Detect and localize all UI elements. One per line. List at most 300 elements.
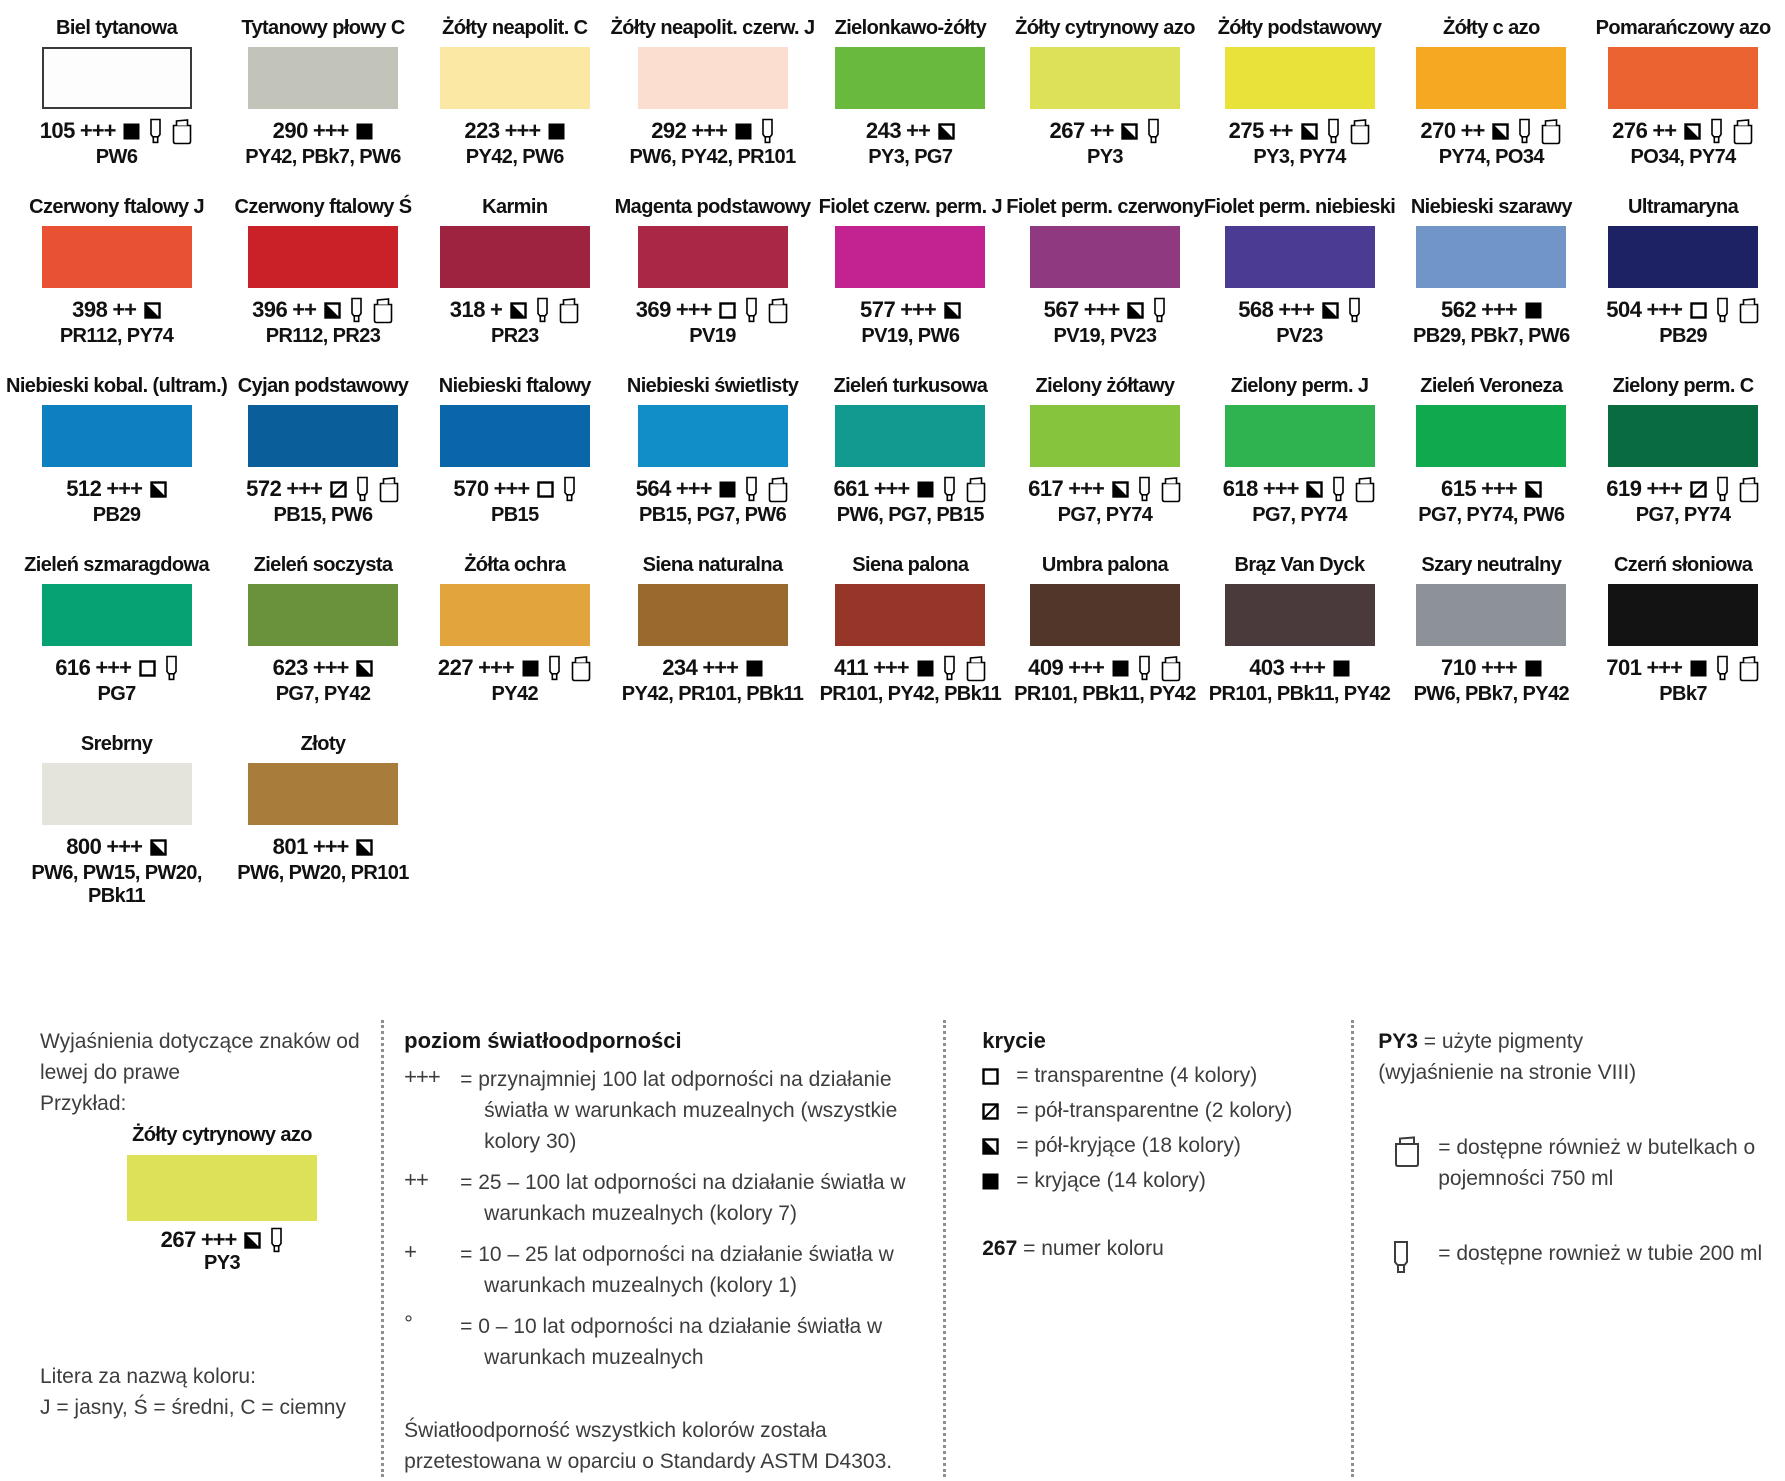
color-number: 396 [252, 297, 288, 322]
color-swatch [1225, 47, 1375, 109]
color-name: Żółty cytrynowy azo [1015, 17, 1195, 39]
opacity-opaque-icon [917, 660, 934, 677]
color-swatch [248, 584, 398, 646]
opacity-title: krycie [982, 1028, 1046, 1053]
bottle-icon [767, 297, 789, 324]
pigment-code-example: PY3 [1378, 1030, 1418, 1053]
lightfastness-rating: ++ [1268, 118, 1293, 143]
lightfastness-rating: ++ [906, 118, 930, 143]
color-number: 275 [1228, 118, 1264, 143]
color-card [814, 16, 1006, 169]
color-swatch [835, 584, 985, 646]
opacity-opaque-icon [522, 660, 539, 677]
color-meta [1441, 654, 1542, 682]
lightfastness-rating: +++ [478, 655, 514, 680]
pigment-codes: PV19, PV23 [1053, 325, 1157, 347]
opacity-semi-opaque-icon [938, 123, 955, 140]
opacity-opaque-icon [1333, 660, 1350, 677]
bottle-icon [171, 118, 193, 145]
color-swatch [835, 47, 985, 109]
color-meta [662, 654, 763, 682]
color-meta [651, 117, 774, 145]
bottle-icon [558, 297, 580, 324]
pigment-codes: PG7, PY74 [1252, 504, 1347, 526]
color-swatch [42, 47, 192, 109]
tube-icon [1716, 297, 1729, 324]
opacity-semi-opaque-icon [150, 839, 167, 856]
color-meta [1028, 475, 1182, 503]
lightfastness-rating: +++ [675, 297, 712, 322]
opacity-opaque-icon [356, 123, 373, 140]
color-card [227, 16, 419, 169]
color-card [1204, 374, 1396, 527]
color-swatch [1608, 584, 1758, 646]
color-card [227, 374, 419, 527]
lightfastness-rating: +++ [95, 655, 131, 680]
tube-icon [548, 655, 561, 682]
tube-availability [1378, 1238, 1775, 1276]
color-number: 800 [66, 834, 102, 859]
color-card [1395, 16, 1587, 169]
opacity-semi-opaque-icon [150, 481, 167, 498]
lightfastness-rating: +++ [900, 297, 936, 322]
bottle-icon [1392, 1132, 1438, 1194]
color-card [814, 553, 1006, 706]
lightfastness-symbol: + [404, 1239, 417, 1264]
color-name: Żółty neapolit. czerw. J [610, 17, 815, 39]
color-swatch [1225, 226, 1375, 288]
opacity-opaque-icon [1690, 660, 1707, 677]
color-card [227, 553, 419, 706]
lightfastness-rating: +++ [873, 476, 910, 501]
color-swatch [42, 584, 192, 646]
color-number: 661 [833, 476, 869, 501]
lightfastness-list [404, 1064, 929, 1373]
color-name: Zieleń soczysta [253, 554, 393, 576]
color-meta [1044, 296, 1167, 324]
tube-icon [1716, 476, 1729, 503]
color-number-example: 267 [982, 1237, 1018, 1260]
lightfastness-rating: +++ [1068, 476, 1104, 501]
pigment-explanation [1378, 1026, 1775, 1057]
lightfastness-item [404, 1167, 929, 1229]
color-number: 577 [859, 297, 896, 322]
lightfastness-rating: +++ [106, 834, 142, 859]
bottle-icon [1738, 476, 1760, 503]
tube-icon [149, 118, 162, 145]
color-card [227, 732, 419, 908]
lightfastness-rating: +++ [106, 476, 142, 501]
tube-icon [761, 118, 774, 145]
color-name: Magenta podstawowy [614, 196, 811, 218]
color-number-text: = numer koloru [1023, 1237, 1164, 1260]
tube-icon [745, 476, 758, 503]
pigment-codes: PB29 [1659, 325, 1707, 347]
color-swatch [1608, 47, 1758, 109]
tube-icon [1716, 655, 1729, 682]
color-meta [1223, 475, 1377, 503]
color-meta [1441, 296, 1542, 324]
color-name: Zielony perm. J [1230, 375, 1369, 397]
bottle-icon [1354, 476, 1376, 503]
color-swatch [835, 405, 985, 467]
pigment-codes: PV19 [689, 325, 736, 347]
color-swatch [638, 226, 788, 288]
color-swatch [440, 226, 590, 288]
color-name: Srebrny [80, 733, 153, 755]
opacity-semi-opaque-icon [1684, 123, 1701, 140]
lightfastness-rating: +++ [1646, 655, 1682, 680]
color-swatch [440, 47, 590, 109]
bottle-icon [767, 476, 789, 503]
pigment-codes: PW6, PW15, PW20, PBk11 [31, 862, 202, 907]
color-number: 369 [635, 297, 671, 322]
pigment-codes: PW6 [95, 146, 138, 168]
color-swatch [440, 584, 590, 646]
tube-icon [1710, 118, 1723, 145]
color-name: Żółty podstawowy [1217, 17, 1382, 39]
lightfastness-description: = 25 – 100 lat odporności na działanie światła w warunkach muzealnych (kolory 7) [460, 1171, 906, 1225]
opacity-semi-opaque-icon [1306, 481, 1323, 498]
opacity-opaque-icon [746, 660, 763, 677]
pigment-codes: PV19, PW6 [861, 325, 960, 347]
pigment-codes: PG7, PY74 [1057, 504, 1153, 526]
color-card [611, 374, 815, 527]
color-name: Cyjan podstawowy [237, 375, 409, 397]
opacity-semi-opaque-icon [1112, 481, 1129, 498]
color-card [1587, 374, 1779, 527]
color-name: Niebieski szarawy [1410, 196, 1572, 218]
lightfastness-description: = 10 – 25 lat odporności na działanie światła w warunkach muzealnych (kolory 1) [460, 1243, 894, 1297]
color-swatch [1030, 226, 1180, 288]
lightfastness-title: poziom światłoodporności [404, 1028, 682, 1053]
pigment-codes: PO34, PY74 [1630, 146, 1736, 168]
pigment-codes: PB29, PBk7, PW6 [1413, 325, 1570, 347]
tube-icon [745, 297, 758, 324]
bottle-icon [570, 655, 592, 682]
pigment-codes: PB15 [490, 504, 539, 526]
color-meta [833, 475, 987, 503]
color-number: 564 [635, 476, 671, 501]
color-number: 290 [272, 118, 308, 143]
color-swatch [1416, 226, 1566, 288]
color-meta [636, 296, 790, 324]
tube-icon [943, 476, 956, 503]
pigment-codes: PY3 [203, 1252, 240, 1274]
color-number: 512 [66, 476, 102, 501]
color-meta [66, 833, 167, 861]
lightfastness-rating: +++ [691, 118, 727, 143]
opacity-semi-opaque-icon [1525, 481, 1542, 498]
opacity-semi-opaque-icon [1492, 123, 1509, 140]
lightfastness-rating: +++ [1481, 655, 1517, 680]
pigment-codes: PR112, PY74 [59, 325, 174, 347]
color-name: Fiolet perm. niebieski [1203, 196, 1396, 218]
color-swatch [638, 47, 788, 109]
color-meta [1229, 117, 1371, 145]
color-swatch [1416, 405, 1566, 467]
pigment-codes: PB15, PG7, PW6 [638, 504, 787, 526]
color-card [227, 195, 419, 348]
color-card [127, 1123, 317, 1275]
color-meta [252, 296, 394, 324]
pigment-codes: PY42 [491, 683, 539, 705]
color-number: 623 [272, 655, 308, 680]
legend-lightfastness-column [384, 1020, 943, 1477]
opacity-opaque-icon [917, 481, 934, 498]
color-meta [55, 654, 178, 682]
color-swatch [248, 763, 398, 825]
color-card [814, 374, 1006, 527]
legend-opacity-column [946, 1020, 1351, 1477]
color-name: Niebieski ftalowy [438, 375, 591, 397]
opacity-semi-opaque-icon [356, 839, 373, 856]
color-card [1006, 195, 1203, 348]
opacity-semi-opaque-icon [144, 302, 161, 319]
opacity-semi-opaque-icon [356, 660, 373, 677]
color-name: Żółty neapolit. C [442, 17, 588, 39]
lightfastness-rating: +++ [1481, 476, 1517, 501]
color-name: Szary neutralny [1421, 554, 1562, 576]
lightfastness-rating: +++ [200, 1227, 237, 1252]
color-meta [273, 117, 374, 145]
color-number: 234 [662, 655, 698, 680]
opacity-opaque-icon [1525, 660, 1542, 677]
pigment-codes: PY42, PBk7, PW6 [245, 146, 401, 168]
color-swatch [248, 405, 398, 467]
opacity-opaque-icon [735, 123, 752, 140]
opacity-description: = kryjące (14 kolory) [1016, 1169, 1206, 1192]
color-number: 276 [1612, 118, 1648, 143]
color-meta [273, 833, 374, 861]
pigment-codes: PY74, PO34 [1438, 146, 1544, 168]
tube-icon [270, 1227, 283, 1254]
color-card [1587, 553, 1779, 706]
color-card [419, 16, 611, 169]
opacity-transparent-icon [139, 660, 156, 677]
bottle-availability-text: = dostępne również w butelkach o pojemności 750 ml [1438, 1136, 1756, 1190]
tube-icon [350, 297, 363, 324]
color-number: 801 [272, 834, 308, 859]
tube-icon [1348, 297, 1361, 324]
lightfastness-rating: ++ [1460, 118, 1485, 143]
lightfastness-rating: +++ [1068, 655, 1104, 680]
pigment-codes: PR101, PBk11, PY42 [1014, 683, 1196, 705]
pigment-codes: PY42, PR101, PBk11 [621, 683, 804, 705]
color-number: 615 [1440, 476, 1477, 501]
lightfastness-rating: +++ [702, 655, 738, 680]
pigment-codes: PG7, PY74, PW6 [1418, 504, 1565, 526]
tube-icon [536, 297, 549, 324]
opacity-description: = transparentne (4 kolory) [1016, 1064, 1258, 1087]
color-number: 318 [449, 297, 485, 322]
opacity-list [982, 1064, 1341, 1193]
bottle-icon [965, 476, 987, 503]
pigment-codes: PW6, PY42, PR101 [629, 146, 796, 168]
pigment-codes: PG7, PY74 [1635, 504, 1731, 526]
color-number: 403 [1249, 655, 1285, 680]
pigment-codes: PG7 [97, 683, 136, 705]
lightfastness-rating: +++ [1646, 297, 1682, 322]
color-name: Czerwony ftalowy J [29, 196, 204, 218]
pigment-codes: PR101, PBk11, PY42 [1208, 683, 1391, 705]
color-swatch [42, 226, 192, 288]
lightfastness-symbol: ++ [404, 1167, 428, 1192]
lightfastness-item [404, 1239, 929, 1301]
color-number: 618 [1222, 476, 1258, 501]
color-swatch [1030, 405, 1180, 467]
tube-icon [1153, 297, 1166, 324]
lightfastness-item [404, 1311, 929, 1373]
color-name: Niebieski świetlisty [626, 375, 799, 397]
lightfastness-rating: + [489, 297, 502, 322]
opacity-transparent-icon [719, 302, 736, 319]
color-card [6, 732, 227, 908]
pigment-codes: PY3, PG7 [868, 146, 953, 168]
pigment-codes: PV23 [1276, 325, 1323, 347]
color-number: 267 [160, 1227, 196, 1252]
tube-icon [563, 476, 576, 503]
color-name: Fiolet perm. czerwony [1006, 196, 1204, 218]
color-card [6, 553, 227, 706]
tube-icon [165, 655, 178, 682]
color-meta [1420, 117, 1562, 145]
legend-pigments-column [1354, 1020, 1785, 1477]
color-number: 572 [246, 476, 282, 501]
color-name: Zielony perm. C [1612, 375, 1754, 397]
opacity-transparent-icon [537, 481, 554, 498]
pigment-codes: PG7, PY42 [275, 683, 371, 705]
opacity-semi-transparent-icon [330, 481, 347, 498]
color-swatch [1225, 405, 1375, 467]
opacity-semi-opaque-icon [944, 302, 961, 319]
pigment-codes: PW6, PG7, PB15 [836, 504, 984, 526]
color-number: 243 [865, 118, 902, 143]
color-meta [1612, 117, 1754, 145]
lightfastness-rating: +++ [1262, 476, 1299, 501]
color-name: Umbra palona [1041, 554, 1169, 576]
tube-icon [1518, 118, 1531, 145]
color-meta [438, 654, 592, 682]
color-card [419, 195, 611, 348]
color-card [1587, 195, 1779, 348]
color-swatch [1416, 584, 1566, 646]
bottle-icon [965, 655, 987, 682]
lightfastness-rating: +++ [504, 118, 541, 143]
color-number: 568 [1238, 297, 1274, 322]
lightfastness-rating: +++ [873, 655, 909, 680]
color-swatch [42, 763, 192, 825]
color-card [1006, 553, 1203, 706]
legend [0, 1020, 1785, 1477]
lightfastness-rating: +++ [312, 118, 349, 143]
pigment-codes: PW6, PBk7, PY42 [1413, 683, 1570, 705]
color-meta [1606, 296, 1760, 324]
color-meta [1606, 654, 1760, 682]
bottle-icon [1160, 476, 1182, 503]
color-number: 710 [1440, 655, 1477, 680]
color-swatch [42, 405, 192, 467]
lightfastness-rating: +++ [493, 476, 530, 501]
color-name: Zieleń szmaragdowa [24, 554, 209, 576]
color-meta [866, 117, 955, 145]
opacity-opaque-icon [982, 1173, 1016, 1190]
color-meta [1238, 296, 1361, 324]
color-name: Ultramaryna [1628, 196, 1739, 218]
color-meta [1050, 117, 1161, 145]
bottle-icon [1540, 118, 1562, 145]
pigment-text: = użyte pigmenty [1423, 1030, 1584, 1053]
opacity-opaque-icon [548, 123, 565, 140]
tube-icon [356, 476, 369, 503]
color-meta [72, 296, 161, 324]
letter-note-title: Litera za nazwą koloru: [40, 1365, 256, 1388]
color-swatch [248, 226, 398, 288]
opacity-semi-opaque-icon [1322, 302, 1339, 319]
lightfastness-rating: ++ [292, 297, 316, 322]
tube-icon [1327, 118, 1340, 145]
color-name: Tytanowy płowy C [241, 17, 405, 39]
color-swatch [835, 226, 985, 288]
color-number: 292 [651, 118, 687, 143]
color-swatch [1416, 47, 1566, 109]
pigment-codes: PW6, PW20, PR101 [237, 862, 409, 884]
color-swatch [638, 584, 788, 646]
color-number: 617 [1028, 476, 1064, 501]
color-name: Żółty cytrynowy azo [132, 1124, 312, 1146]
color-meta [1028, 654, 1182, 682]
color-meta [450, 296, 580, 324]
color-number: 570 [453, 476, 489, 501]
color-meta [834, 654, 987, 682]
color-name: Brąz Van Dyck [1234, 554, 1365, 576]
lightfastness-symbol: +++ [404, 1064, 440, 1089]
color-name: Niebieski kobal. (ultram.) [6, 375, 228, 397]
pigment-codes: PY42, PW6 [465, 146, 564, 168]
bottle-icon [1160, 655, 1182, 682]
tube-icon [1138, 476, 1151, 503]
color-card [1395, 553, 1587, 706]
opacity-semi-opaque-icon [1301, 123, 1318, 140]
color-number: 223 [464, 118, 500, 143]
tube-icon [1147, 118, 1160, 145]
pigment-codes: PY3 [1086, 146, 1123, 168]
color-number: 267 [1049, 118, 1085, 143]
color-swatch [1225, 584, 1375, 646]
bottle-icon [1349, 118, 1371, 145]
color-meta [1606, 475, 1760, 503]
lightfastness-rating: +++ [286, 476, 322, 501]
opacity-item [982, 1099, 1341, 1123]
tube-availability-text: = dostępne rownież w tubie 200 ml [1438, 1242, 1763, 1265]
color-name: Karmin [482, 196, 548, 218]
color-swatch [1030, 47, 1180, 109]
bottle-availability [1378, 1132, 1775, 1194]
lightfastness-rating: +++ [1646, 476, 1682, 501]
color-card [1395, 374, 1587, 527]
lightfastness-rating: ++ [1652, 118, 1677, 143]
color-card [611, 553, 815, 706]
pigment-codes: PB29 [92, 504, 141, 526]
bottle-icon [1738, 297, 1760, 324]
opacity-item [982, 1169, 1341, 1193]
tube-icon [1332, 476, 1345, 503]
color-number: 619 [1606, 476, 1642, 501]
opacity-item [982, 1064, 1341, 1088]
color-name: Zieleń turkusowa [833, 375, 988, 397]
opacity-opaque-icon [1525, 302, 1542, 319]
opacity-semi-opaque-icon [982, 1138, 1016, 1155]
